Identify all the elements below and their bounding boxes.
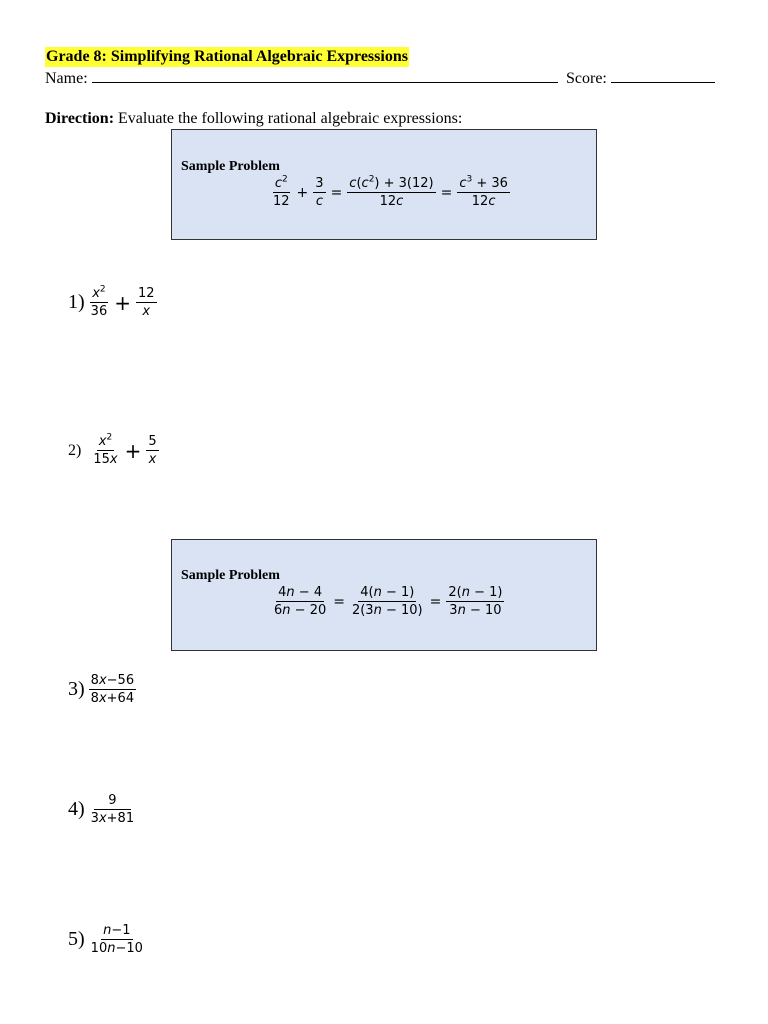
problem-number: 1): [68, 291, 85, 313]
sample-problem-2-equation: $\frac{4n - 4}{6n - 20}$ = $\frac{4(n - 1)}{2(3n - 10)}$ = $\frac{2(n - 1)}{3n - 10}$: [274, 585, 503, 618]
score-label: Score:: [566, 70, 607, 87]
worksheet-title: Grade 8: Simplifying Rational Algebraic Expressions: [46, 48, 408, 65]
sample-problem-box-2: [171, 539, 597, 651]
problem-number: 4): [68, 798, 85, 820]
problem-4: 4) $\frac{9}{3x+81}$: [68, 793, 135, 826]
sample-problem-label: Sample Problem: [181, 568, 280, 583]
score-row: [566, 68, 715, 89]
problem-number: 2): [68, 441, 82, 459]
name-label: Name:: [45, 70, 88, 87]
problem-number: 5): [68, 928, 85, 950]
direction-text: Evaluate the following rational algebraic expressions:: [118, 110, 463, 127]
name-row: [45, 68, 558, 89]
sample-problem-box-1: [171, 129, 597, 240]
problem-3: 3) $\frac{8x-56}{8x+64}$: [68, 673, 135, 706]
problem-2: 2) $\frac{x^2}{15x}$ + $\frac{5}{x}$: [68, 432, 157, 467]
problem-number: 3): [68, 678, 85, 700]
direction: [45, 109, 462, 129]
score-blank[interactable]: [611, 68, 715, 83]
problem-1: 1) $\frac{x^2}{36}$ + $\frac{12}{x}$: [68, 284, 155, 319]
name-blank[interactable]: [92, 68, 558, 83]
problem-5: 5) $\frac{n-1}{10n-10}$: [68, 923, 143, 956]
direction-label: Direction:: [45, 110, 115, 127]
sample-problem-label: Sample Problem: [181, 159, 280, 174]
sample-problem-1-equation: $\frac{c^2}{12}$ + $\frac{3}{c}$ = $\frac{c(c^2) + 3(12)}{12c}$ = $\frac{c^3 + 36}{12c}$: [273, 174, 508, 209]
